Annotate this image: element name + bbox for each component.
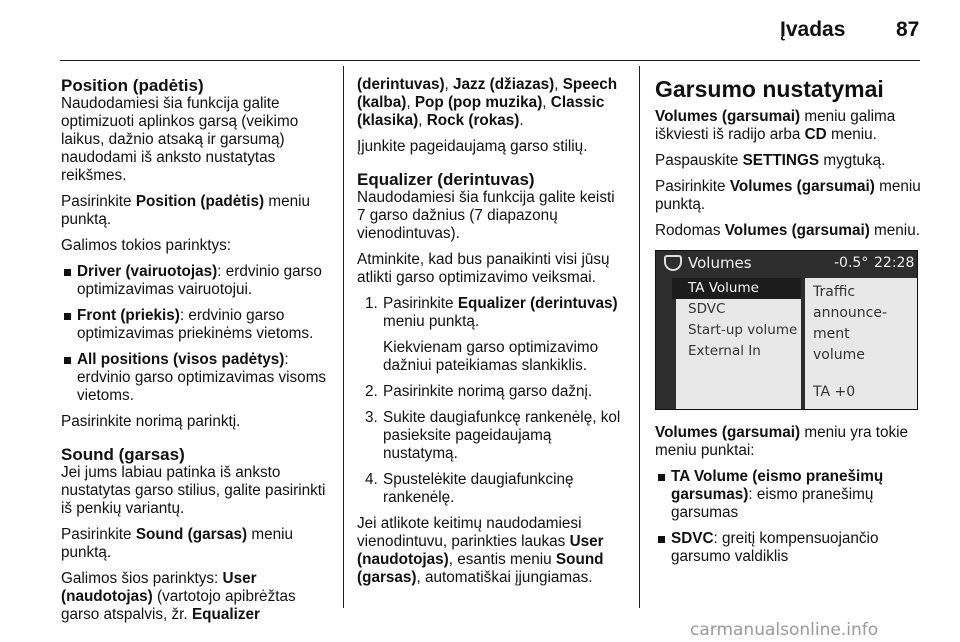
equalizer-heading: Equalizer (derintuvas) — [357, 170, 535, 189]
equalizer-final: Jei atlikote keitimų naudodamiesi vienodintuvu, parinkties laukas User (naudotojas), esantis meniu Sound (garsas), automatiškai įjungiamas. — [357, 515, 604, 586]
bullet-all-positions: All positions (visos padėtys): erdvinio garso optimizavimas visoms vietoms. — [61, 351, 333, 405]
bullet-ta-volume: TA Volume (eismo pranešimų garsumas): eismo pranešimų garsumas — [655, 468, 923, 522]
page-number: 87 — [896, 18, 920, 41]
options-label: Galimos tokios parinktys: — [61, 237, 232, 254]
bullet-driver: Driver (vairuotojas): erdvinio garso optimizavimas vairuotojui. — [61, 263, 333, 299]
column-divider-1 — [343, 66, 344, 608]
sound-intro: Jei jums labiau patinka iš anksto nustatytas garso stilius, galite pasirinkti iš penkių variantų. — [61, 464, 326, 517]
watermark: carmanualsonline.info — [690, 620, 879, 640]
ta-value: TA +0 — [813, 384, 856, 400]
column-3 — [655, 76, 923, 574]
bullet-front: Front (priekis): erdvinio garso optimizavimas priekinėms vietoms. — [61, 307, 333, 343]
header-rule — [60, 60, 920, 61]
menu-item-sdvc[interactable]: SDVC — [688, 301, 726, 317]
column-divider-2 — [639, 66, 640, 608]
select-volumes: Pasirinkite Volumes (garsumai) meniu punktą. — [655, 178, 921, 213]
speaker-icon — [664, 255, 682, 271]
column-1 — [61, 76, 333, 632]
menu-item-external-in[interactable]: External In — [688, 343, 761, 359]
screen-volume: -0.5° — [834, 255, 869, 271]
position-intro: Naudodamiesi šia funkcija galite optimizuoti aplinkos garsą (veikimo laikus, dažnio atsaką ir garsumą) naudodami iš anksto nustatytas reikšmes. — [61, 95, 299, 184]
column-2 — [357, 76, 627, 595]
volumes-items-intro: Volumes (garsumai) meniu yra tokie meniu punktai: — [655, 424, 909, 459]
sound-select: Pasirinkite Sound (garsas) meniu punktą. — [61, 526, 294, 561]
volumes-intro: Volumes (garsumai) meniu galima iškviesti iš radijo arba CD meniu. — [655, 108, 896, 143]
volumes-shown: Rodomas Volumes (garsumai) meniu. — [655, 222, 920, 239]
screen-menu — [676, 278, 801, 409]
sound-heading: Sound (garsas) — [61, 445, 185, 464]
sound-options: Galimos šios parinktys: User (naudotojas) (vartotojo apibrėžtas garso atspalvis, žr. Equalizer — [61, 570, 296, 623]
volume-heading: Garsumo nustatymai — [655, 76, 884, 102]
chapter-title: Įvadas — [780, 18, 846, 41]
step-1: 1. Pasirinkite Equalizer (derintuvas) meniu punktą. Kiekvienam garso optimizavimo dažniui pateikiamas slankiklis. — [365, 295, 618, 374]
info-text: Traffic announce- ment volume — [813, 284, 887, 363]
position-heading: Position (padėtis) — [61, 76, 204, 95]
volumes-screen — [655, 250, 918, 410]
sound-options-continued: (derintuvas), Jazz (džiazas), Speech (kalba), Pop (pop muzika), Classic (klasika), Rock (rokas). — [357, 76, 618, 129]
screen-title-bar — [656, 251, 919, 277]
screen-info-panel — [805, 278, 917, 409]
bullet-sdvc: SDVC: greitį kompensuojančio garsumo valdiklis — [655, 530, 923, 566]
step-3: 3. Sukite daugiafunkcę rankenėlę, kol pasieksite pageidaujamą nustatymą. — [365, 409, 621, 462]
enable-style: Įjunkite pageidaujamą garso stilių. — [357, 138, 588, 155]
menu-item-ta-volume[interactable]: TA Volume — [672, 278, 801, 299]
equalizer-section — [357, 170, 627, 587]
step-4: 4. Spustelėkite daugiafunkcinę rankenėlę. — [365, 471, 574, 506]
press-settings: Paspauskite SETTINGS mygtuką. — [655, 152, 886, 169]
screen-time: 22:28 — [874, 255, 915, 271]
equalizer-note: Atminkite, kad bus panaikinti visi jūsų atlikti garso optimizavimo veiksmai. — [357, 251, 610, 286]
sound-section — [61, 445, 333, 624]
menu-item-startup-volume[interactable]: Start-up volume — [688, 322, 798, 338]
step-2: 2. Pasirinkite norimą garso dažnį. — [365, 383, 593, 400]
choose-option: Pasirinkite norimą parinktį. — [61, 413, 241, 430]
position-select: Pasirinkite Position (padėtis) meniu punktą. — [61, 193, 311, 228]
screen-title: Volumes — [688, 254, 752, 272]
equalizer-intro: Naudodamiesi šia funkcija galite keisti 7 garso dažnius (7 diapazonų vienodintuvas). — [357, 189, 615, 242]
